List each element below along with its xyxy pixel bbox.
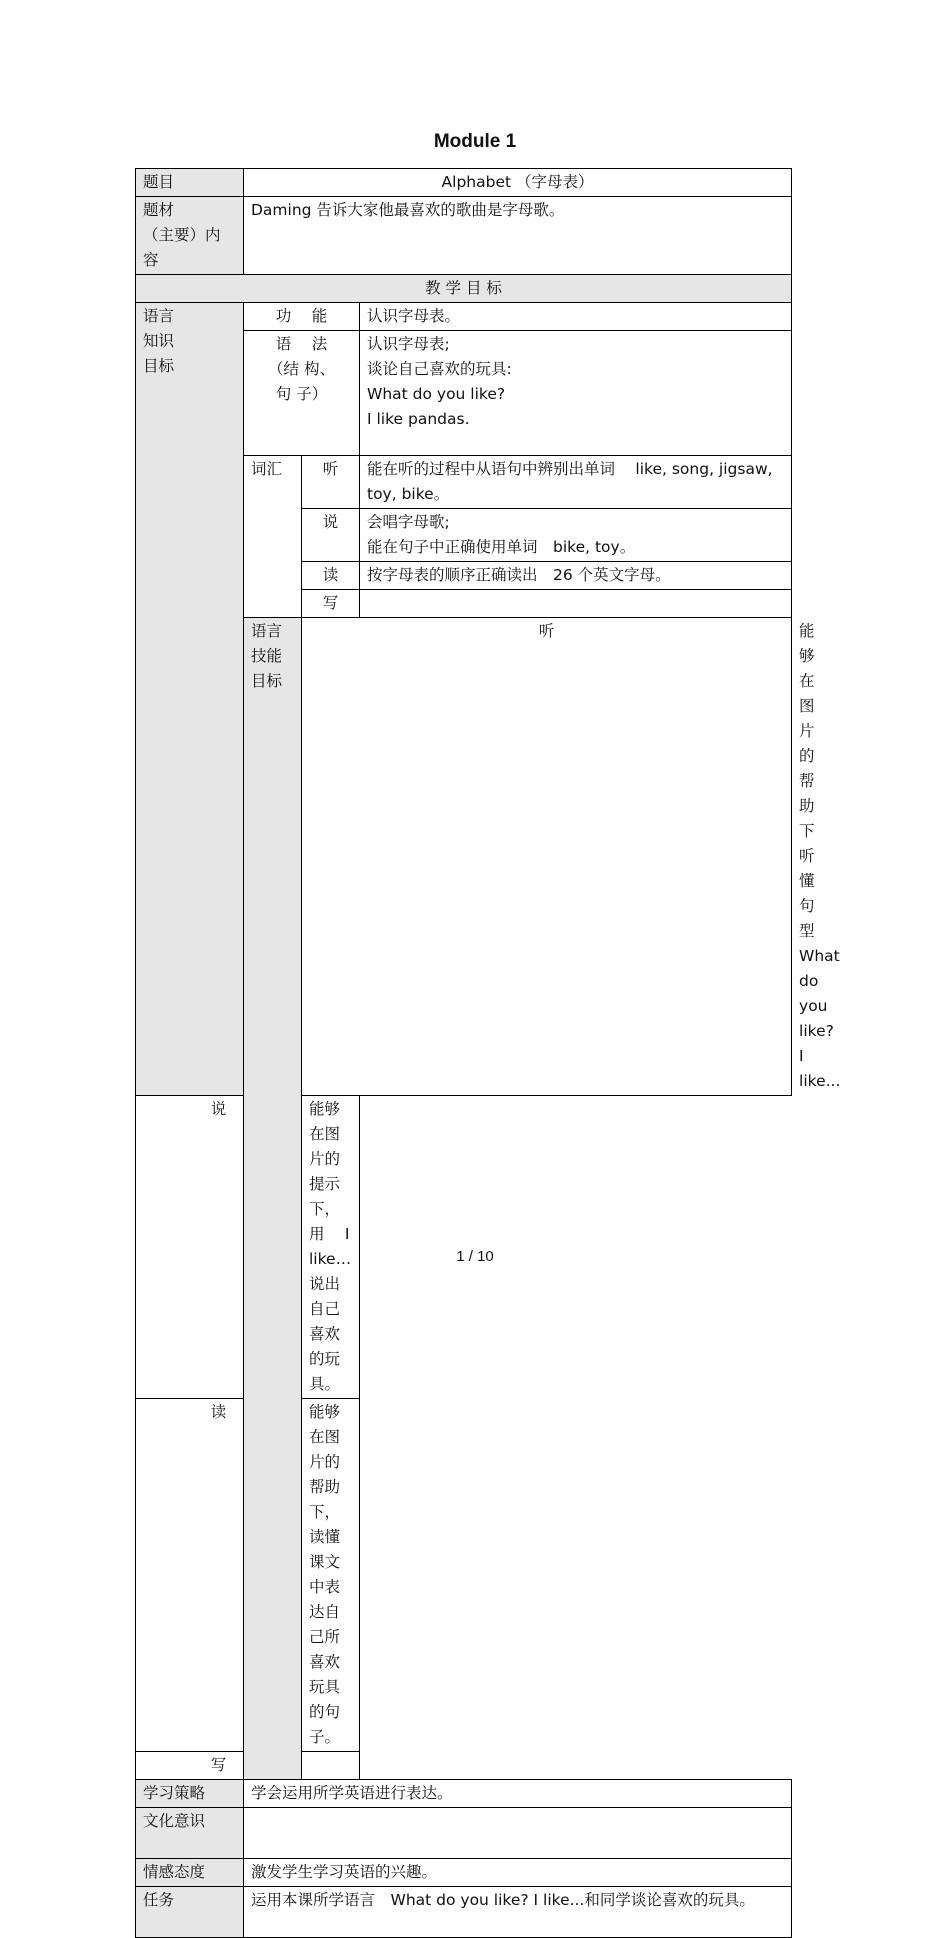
material-value: Daming 告诉大家他最喜欢的歌曲是字母歌。 <box>244 197 792 275</box>
table-row <box>136 1808 792 1859</box>
attitude-value: 激发学生学习英语的兴趣。 <box>244 1859 792 1887</box>
language-skills-label: 语言 技能 目标 <box>244 618 302 1780</box>
table-row <box>136 1752 792 1780</box>
vocab-listen-label: 听 <box>302 456 360 509</box>
table-row <box>136 1887 792 1938</box>
table-row <box>136 1780 792 1808</box>
strategy-label: 学习策略 <box>136 1780 244 1808</box>
grammar-label: 语 法 （结 构、 句 子） <box>244 331 360 456</box>
page-number: 1 / 10 <box>456 1248 494 1265</box>
vocab-write-label: 写 <box>302 590 360 618</box>
function-label: 功 能 <box>244 303 360 331</box>
topic-label: 题目 <box>136 169 244 197</box>
table-row <box>136 275 792 303</box>
skill-listen-label: 听 <box>302 618 792 1096</box>
table-row <box>136 303 792 331</box>
vocab-listen-value: 能在听的过程中从语句中辨别出单词 like, song, jigsaw, toy, bike。 <box>360 456 792 509</box>
language-knowledge-label: 语言 知识 目标 <box>136 303 244 1096</box>
vocab-read-value: 按字母表的顺序正确读出 26 个英文字母。 <box>360 562 792 590</box>
task-value: 运用本课所学语言 What do you like? I like...和同学谈论喜欢的玩具。 <box>244 1887 792 1938</box>
objectives-header: 教 学 目 标 <box>136 275 792 303</box>
topic-value: Alphabet （字母表） <box>244 169 792 197</box>
material-label: 题材 （主要）内 容 <box>136 197 244 275</box>
strategy-value: 学会运用所学英语进行表达。 <box>244 1780 792 1808</box>
table-row <box>136 1096 792 1399</box>
skill-read-label: 读 <box>136 1399 302 1752</box>
page-title: Module 1 <box>433 131 517 152</box>
vocab-write-value <box>360 590 792 618</box>
skill-speak-label: 说 <box>136 1096 302 1399</box>
task-label: 任务 <box>136 1887 244 1938</box>
table-row <box>136 197 792 275</box>
lesson-plan-table <box>135 168 841 1938</box>
table-row: 语言 技能 目标 听 能够在图片的帮助下听懂句型 What do you like? I like... <box>136 618 792 1096</box>
skill-write-value <box>302 1752 360 1780</box>
table-row <box>136 169 792 197</box>
vocab-speak-value: 会唱字母歌; 能在句子中正确使用单词 bike, toy。 <box>360 509 792 562</box>
skill-read-value: 能够在图片的帮助下， 读懂课文中表达自己所喜欢玩具的句子。 <box>302 1399 360 1752</box>
table-row <box>136 1859 792 1887</box>
attitude-label: 情感态度 <box>136 1859 244 1887</box>
vocabulary-label: 词汇 <box>244 456 302 618</box>
culture-label: 文化意识 <box>136 1808 244 1859</box>
grammar-value: 认识字母表; 谈论自己喜欢的玩具: What do you like? I like pandas. <box>360 331 792 456</box>
skill-write-label: 写 <box>136 1752 302 1780</box>
vocab-speak-label: 说 <box>302 509 360 562</box>
skill-speak-value: 能够在图片的提示下，用 I like…说出自己喜欢的玩具。 <box>302 1096 360 1399</box>
culture-value <box>244 1808 792 1859</box>
table-row <box>136 1399 792 1752</box>
function-value: 认识字母表。 <box>360 303 792 331</box>
vocab-read-label: 读 <box>302 562 360 590</box>
